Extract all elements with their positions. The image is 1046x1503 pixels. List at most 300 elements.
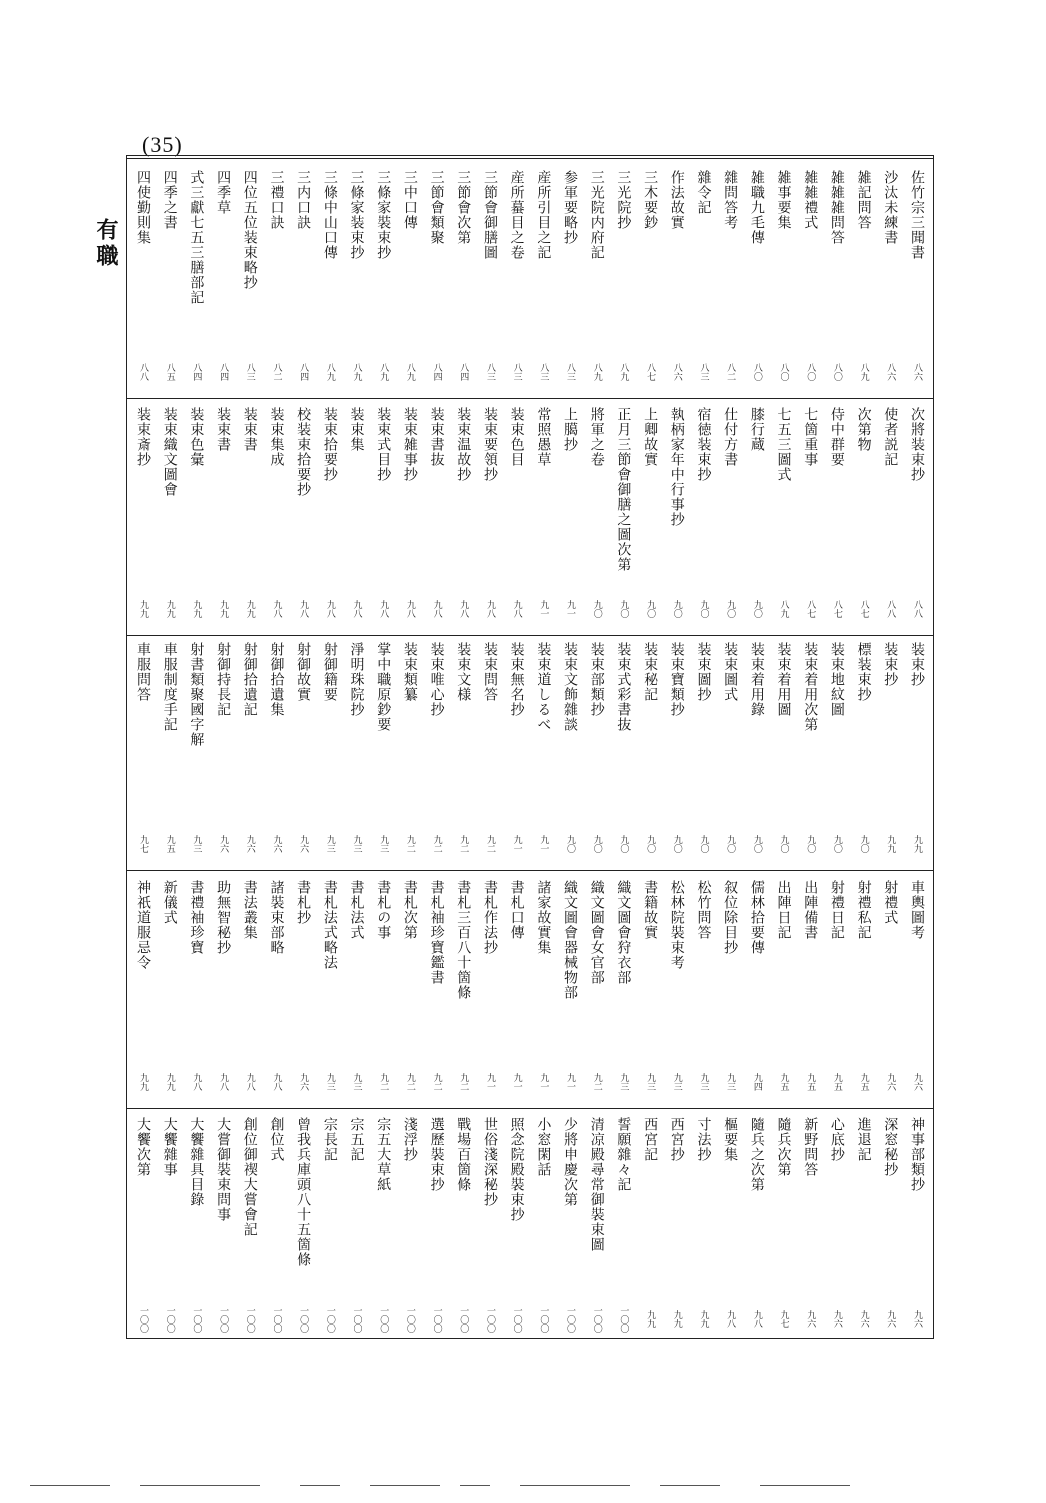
entry-title: 織文圖會器械物部 [562,880,578,1000]
index-entry [291,164,315,396]
entry-title: 装束書 [241,407,258,452]
index-entry [745,636,769,868]
index-entry [131,401,155,633]
entry-title: 装束無名抄 [508,642,525,717]
entry-title: 装束色目 [508,407,525,467]
entry-title: 上臈抄 [562,407,578,452]
index-entry [318,401,342,633]
entry-page: 九〇 [645,835,656,853]
index-entry [238,401,262,633]
entry-title: 侍中群要 [828,407,845,467]
index-entry [264,1111,288,1343]
entry-title: 校装束拾要抄 [295,407,312,497]
entry-page: 九七 [778,1310,789,1328]
index-entry [158,636,182,868]
index-entry [158,1111,182,1343]
entry-page: 九九 [218,600,229,618]
index-entry [158,164,182,396]
index-entry [478,401,502,633]
index-entry [878,164,902,396]
entry-title: 創位式 [268,1117,285,1162]
entry-page: 九三 [351,835,362,853]
index-entry [478,164,502,396]
entry-title: 装束文飾雜談 [562,642,578,732]
entry-page: 一〇〇 [484,1305,495,1333]
entry-page: 一〇〇 [164,1305,175,1333]
footer-rule [30,1485,110,1486]
entry-page: 九五 [805,1073,816,1091]
entry-page: 八三 [244,363,255,381]
index-entry [611,1111,635,1343]
entry-title: 装束部類抄 [588,642,605,717]
index-entry [558,874,582,1106]
index-entry [852,874,876,1106]
index-entry [451,164,475,396]
entry-title: 淨明珠院抄 [348,642,365,717]
entry-title: 寸法抄 [695,1117,712,1162]
index-entry [345,874,369,1106]
entry-title: 神祇道服忌令 [135,880,151,970]
entry-page: 九〇 [618,600,629,618]
entry-page: 九八 [511,600,522,618]
entry-page: 九九 [244,600,255,618]
entry-page: 九三 [645,1073,656,1091]
index-entry [478,636,502,868]
index-entry [825,1111,849,1343]
entry-page: 九一 [538,600,549,618]
entry-page: 九六 [244,835,255,853]
entry-page: 一〇〇 [378,1305,389,1333]
index-entry [238,636,262,868]
entry-title: 装束書抜 [428,407,445,467]
entry-title: 産所蟇目之卷 [508,170,525,260]
entry-page: 九〇 [565,835,575,853]
entry-page: 九八 [244,1073,255,1091]
entry-page: 八九 [618,363,629,381]
entry-title: 書札抄 [295,880,312,925]
entry-title: 作法故實 [668,170,685,230]
index-entry [638,164,662,396]
entry-title: 新野問答 [802,1117,819,1177]
entry-title: 將軍之卷 [588,407,605,467]
index-entry [558,1111,582,1343]
entry-page: 九二 [404,835,415,853]
index-entry [184,636,208,868]
entry-page: 九六 [298,835,309,853]
entry-page: 九八 [431,600,442,618]
entry-title: 淺浮抄 [401,1117,418,1162]
entry-title: 三條家装束抄 [348,170,365,260]
index-entry [558,636,582,868]
index-entry [398,164,422,396]
index-entry [451,1111,475,1343]
footer-rule [520,1485,630,1486]
index-entry [318,1111,342,1343]
index-entry [798,636,822,868]
entry-page: 八九 [404,363,415,381]
entry-title: 儒林拾要傳 [748,880,765,955]
entry-title: 仕付方書 [722,407,739,467]
entry-page: 八七 [831,600,842,618]
index-band [127,1111,933,1343]
index-entry [825,636,849,868]
index-entry [798,164,822,396]
entry-page: 八八 [911,600,922,618]
entry-page: 八四 [298,363,309,381]
entry-title: 諸裝束部略 [268,880,285,955]
index-entry [558,401,582,633]
index-entry [745,1111,769,1343]
entry-title: 装束着用次第 [802,642,819,732]
entry-page: 八五 [164,363,175,381]
index-entry [691,164,715,396]
entry-page: 一〇〇 [218,1305,229,1333]
entry-title: 織文圖會狩衣部 [615,880,632,985]
index-entry [371,636,395,868]
index-entry [558,164,582,396]
index-entry [318,164,342,396]
entry-page: 九八 [271,600,282,618]
index-entry [291,401,315,633]
index-entry [345,401,369,633]
entry-title: 装束類纂 [401,642,418,702]
index-entry [345,636,369,868]
index-entry [905,164,929,396]
entry-title: 書札作法抄 [481,880,498,955]
index-entry [505,164,529,396]
entry-title: 隨兵次第 [775,1117,792,1177]
index-entry [691,874,715,1106]
entry-page: 八七 [645,363,656,381]
entry-page: 九九 [671,1310,682,1328]
index-entry [398,874,422,1106]
index-entry [398,636,422,868]
entry-page: 九八 [484,600,495,618]
entry-page: 一〇〇 [404,1305,415,1333]
entry-page: 八六 [911,363,922,381]
entry-page: 九二 [404,1073,415,1091]
entry-title: 装束秘記 [642,642,659,702]
index-entry [638,401,662,633]
entry-page: 九九 [885,835,896,853]
entry-page: 九三 [324,835,335,853]
entry-title: 三節會御膳圖 [481,170,498,260]
entry-title: 書札口傳 [508,880,525,940]
entry-page: 九三 [618,1073,629,1091]
entry-page: 九〇 [591,600,602,618]
entry-page: 八二 [271,363,282,381]
entry-page: 一〇〇 [351,1305,362,1333]
entry-page: 八四 [218,363,229,381]
entry-page: 八三 [698,363,709,381]
entry-title: 宗五大草紙 [375,1117,392,1192]
index-entry [531,164,555,396]
entry-title: 大饗雜具目錄 [188,1117,205,1207]
entry-title: 装束唯心抄 [428,642,445,717]
index-entry [852,401,876,633]
index-entry [505,636,529,868]
entry-title: 大饗次第 [135,1117,151,1177]
entry-page: 九二 [458,1073,469,1091]
entry-title: 装束斎抄 [135,407,151,467]
index-entry [238,874,262,1106]
entry-title: 出陣備書 [802,880,819,940]
index-entry [585,164,609,396]
index-entry [131,164,155,396]
index-entry [238,1111,262,1343]
entry-page: 九八 [404,600,415,618]
entry-title: 産所引目之記 [535,170,552,260]
entry-title: 使者説記 [882,407,899,467]
index-entry [691,401,715,633]
entry-title: 参軍要略抄 [562,170,578,245]
entry-title: 進退記 [855,1117,872,1162]
entry-page: 九七 [138,835,148,853]
entry-title: 装束着用錄 [748,642,765,717]
entry-title: 雑事要集 [775,170,792,230]
entry-page: 九二 [378,1073,389,1091]
index-entry [531,636,555,868]
entry-title: 三光院抄 [615,170,632,230]
index-entry [425,1111,449,1343]
entry-page: 八三 [565,363,575,381]
entry-page: 八四 [191,363,202,381]
entry-title: 装束文様 [455,642,472,702]
entry-page: 八九 [858,363,869,381]
index-entry [691,1111,715,1343]
entry-title: 雜令記 [695,170,712,215]
entry-page: 九六 [885,1073,896,1091]
entry-page: 九一 [511,835,522,853]
entry-title: 雑雑雑問答 [828,170,845,245]
entry-page: 八〇 [778,363,789,381]
entry-page: 九一 [538,835,549,853]
entry-title: 常照愚草 [535,407,552,467]
entry-title: 書札の事 [375,880,392,940]
entry-title: 松林院裝束考 [668,880,685,970]
index-entry [745,401,769,633]
index-entry [611,636,635,868]
entry-page: 九六 [911,1073,922,1091]
entry-page: 八〇 [751,363,762,381]
entry-page: 九八 [378,600,389,618]
entry-page: 九二 [431,835,442,853]
entry-page: 九〇 [725,835,736,853]
index-entry [425,164,449,396]
entry-page: 八四 [431,363,442,381]
entry-page: 一〇〇 [271,1305,282,1333]
index-entry [585,401,609,633]
entry-page: 九五 [831,1073,842,1091]
entry-list [127,874,933,1106]
index-entry [371,164,395,396]
entry-title: 書札袖珍寶鑑書 [428,880,445,985]
entry-title: 宿徳装束抄 [695,407,712,482]
index-entry [291,1111,315,1343]
entry-title: 射御拾遺集 [268,642,285,717]
index-band [127,636,933,868]
entry-page: 九六 [911,1310,922,1328]
entry-title: 次將装束抄 [908,407,925,482]
entry-page: 九六 [271,835,282,853]
entry-page: 八三 [538,363,549,381]
entry-page: 九六 [805,1310,816,1328]
entry-title: 装束問答 [481,642,498,702]
index-entry [211,1111,235,1343]
entry-title: 三條家裝束抄 [375,170,392,260]
entry-title: 三光院内府記 [588,170,605,260]
entry-title: 戰場百箇條 [455,1117,472,1192]
entry-title: 創位御禊大嘗會記 [241,1117,258,1237]
entry-title: 装束式彩書抜 [615,642,632,732]
index-entry [905,636,929,868]
entry-page: 九三 [698,1073,709,1091]
band-divider [127,1108,933,1109]
entry-page: 九〇 [671,835,682,853]
entry-title: 書札法式略法 [321,880,338,970]
entry-page: 九二 [591,1073,602,1091]
entry-page: 九九 [138,600,148,618]
footer-rule [140,1485,260,1486]
entry-title: 書札三百八十箇條 [455,880,472,1000]
index-entry [611,401,635,633]
entry-page: 九一 [538,1073,549,1091]
entry-page: 九八 [218,1073,229,1091]
entry-title: 装束織文圖會 [161,407,178,497]
index-entry [211,636,235,868]
entry-title: 宗長記 [321,1117,338,1162]
footer-rule [370,1485,440,1486]
entry-page: 九〇 [618,835,629,853]
index-entry [638,1111,662,1343]
entry-title: 七五三圖式 [775,407,792,482]
index-entry [531,874,555,1106]
entry-page: 八六 [885,363,896,381]
entry-title: 七箇重事 [802,407,819,467]
entry-title: 松竹問答 [695,880,712,940]
entry-title: 装束温故抄 [455,407,472,482]
index-entry [345,164,369,396]
entry-page: 八二 [725,363,736,381]
entry-title: 装束寶類抄 [668,642,685,717]
entry-title: 上卿故實 [642,407,659,467]
entry-page: 九二 [484,835,495,853]
index-entry [318,636,342,868]
index-entry [718,1111,742,1343]
entry-page: 九〇 [591,835,602,853]
index-entry [264,164,288,396]
entry-page: 八九 [778,600,789,618]
entry-title: 書札法式 [348,880,365,940]
entry-page: 九五 [164,835,175,853]
index-entry [665,636,689,868]
entry-title: 選歷裝束抄 [428,1117,445,1192]
entry-page: 八八 [885,600,896,618]
entry-title: 装束集 [348,407,365,452]
entry-title: 出陣日記 [775,880,792,940]
index-entry [131,874,155,1106]
index-entry [585,874,609,1106]
index-entry [878,874,902,1106]
entry-page: 八三 [484,363,495,381]
entry-title: 射御持長記 [215,642,232,717]
index-entry [264,636,288,868]
entry-page: 九九 [698,1310,709,1328]
index-entry [852,1111,876,1343]
entry-page: 一〇〇 [458,1305,469,1333]
index-entry [905,401,929,633]
entry-page: 一〇〇 [298,1305,309,1333]
entry-title: 掌中職原鈔要 [375,642,392,732]
index-entry [371,874,395,1106]
entry-list [127,164,933,396]
entry-title: 清凉殿尋常御裝束圖 [588,1117,605,1252]
entry-title: 雜問答考 [722,170,739,230]
index-entry [184,164,208,396]
index-entry [291,636,315,868]
index-entry [585,636,609,868]
entry-title: 装束拾要抄 [321,407,338,482]
index-entry [611,164,635,396]
index-entry [852,636,876,868]
entry-page: 九一 [484,1073,495,1091]
entry-page: 九六 [298,1073,309,1091]
entry-page: 九九 [164,1073,175,1091]
entry-title: 三節會類聚 [428,170,445,245]
entry-title: 装束圖式 [722,642,739,702]
index-entry [318,874,342,1106]
entry-page: 八〇 [805,363,816,381]
entry-page: 九三 [351,1073,362,1091]
index-entry [371,1111,395,1343]
index-entry [531,401,555,633]
entry-list [127,401,933,633]
entry-page: 一〇〇 [618,1305,629,1333]
entry-title: 雑職九毛傳 [748,170,765,245]
index-entry [825,874,849,1106]
entry-page: 九一 [511,1073,522,1091]
entry-title: 曾我兵庫頭八十五箇條 [295,1117,312,1267]
index-entry [211,164,235,396]
entry-page: 九一 [565,1073,575,1091]
entry-page: 八七 [858,600,869,618]
entry-title: 装束抄 [882,642,899,687]
entry-page: 九五 [858,1073,869,1091]
entry-title: 誓願雜々記 [615,1117,632,1192]
index-entry [505,874,529,1106]
entry-title: 車服問答 [135,642,151,702]
index-entry [798,874,822,1106]
entry-title: 膝行蔵 [748,407,765,452]
index-entry [718,164,742,396]
index-entry [451,874,475,1106]
entry-page: 九〇 [858,835,869,853]
entry-page: 九九 [138,1073,148,1091]
entry-title: 装束式目抄 [375,407,392,482]
index-entry [451,636,475,868]
entry-title: 正月三節會御膳之圖次第 [615,407,632,572]
entry-page: 一〇〇 [538,1305,549,1333]
footer-rule [760,1485,850,1486]
entry-title: 神事部類抄 [908,1117,925,1192]
entry-title: 三内口訣 [295,170,312,230]
index-entry [772,636,796,868]
entry-title: 装束着用圖 [775,642,792,717]
index-entry [665,1111,689,1343]
index-entry [585,1111,609,1343]
footer-rule [460,1485,490,1486]
entry-title: 装束集成 [268,407,285,467]
